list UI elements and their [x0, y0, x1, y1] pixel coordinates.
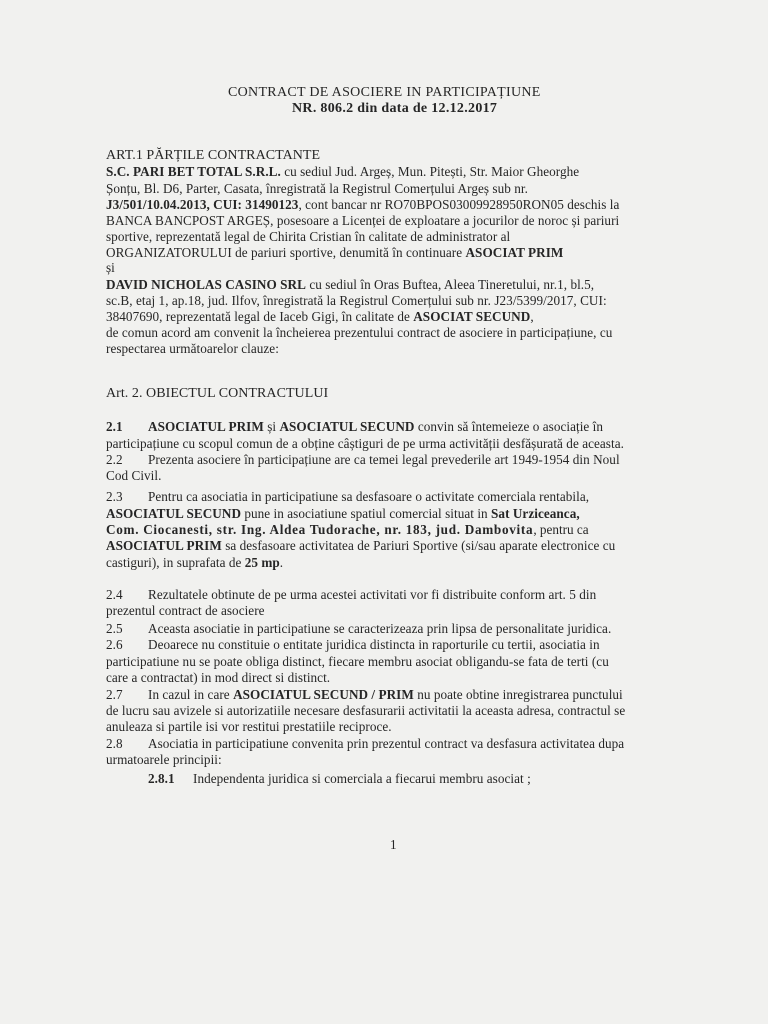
art1-heading: ART.1 PĂRȚILE CONTRACTANTE	[106, 148, 321, 163]
clause-2-1-line-2: participațiune cu scopul comun de a obține câștiguri de pe urma activității desfășurată de aceasta.	[106, 436, 624, 451]
party1-line-2: Șonțu, Bl. D6, Parter, Casata, înregistrată la Registrul Comerțului Argeș sub nr.	[106, 181, 528, 196]
clause-2-3-line-5	[106, 555, 283, 571]
party2-representative: 38407690, reprezentată legal de Iaceb Gigi, în calitate de	[106, 309, 414, 324]
party2-line-3	[106, 309, 534, 325]
clause-2-7-line-3: anuleaza si partile isi vor restitui prestatiile reciproce.	[106, 719, 392, 734]
clause-2-6-line-2: participatiune nu se poate obliga distinct, fiecare membru asociat obligandu-se fata de terti (cu	[106, 654, 609, 669]
clause-2-2-line-2: Cod Civil.	[106, 468, 162, 483]
location-village: Sat Urziceanca,	[491, 506, 580, 521]
clause-2-8-line-2: urmatoarele principii:	[106, 752, 222, 767]
clause-2-3-line-2	[106, 506, 580, 522]
asociat-prim-ref: ASOCIATUL PRIM	[106, 538, 222, 553]
clause-2-1-line-1	[148, 419, 603, 435]
party1-line-4: BANCA BANCPOST ARGEȘ, posesoare a Licenței de exploatare a jocurilor de noroc și pariuri	[106, 213, 620, 228]
surface-area: 25 mp	[244, 555, 280, 570]
party2-line-1	[106, 277, 594, 293]
clause-2-7-text-b: nu poate obtine inregistrarea punctului	[413, 687, 623, 702]
clause-2-6-line-1: Deoarece nu constituie o entitate juridica distincta in raporturile cu tertii, asociatia in	[148, 637, 600, 652]
clause-2-1-and: și	[263, 419, 280, 434]
asociat-secund-label: ASOCIATUL SECUND	[279, 419, 415, 434]
clause-2-2-line-1: Prezenta asociere în participațiune are ca temei legal prevederile art 1949-1954 din Noul	[148, 452, 620, 467]
clause-2-3-text-b: , pentru ca	[533, 522, 589, 537]
clause-2-3-line-4	[106, 538, 615, 554]
clause-2-8-1-number: 2.8.1	[148, 771, 175, 786]
clause-2-3-line-1: Pentru ca asociatia in participatiune sa desfasoare o activitate comerciala rentabila,	[148, 489, 590, 504]
party2-company: DAVID NICHOLAS CASINO SRL	[106, 277, 306, 292]
clause-2-2-number: 2.2	[106, 452, 123, 467]
clause-2-4-number: 2.4	[106, 587, 123, 602]
asociat-prim-label: ASOCIATUL PRIM	[148, 419, 264, 434]
clause-2-4-line-1: Rezultatele obtinute de pe urma acestei activitati vor fi distribuite conform art. 5 din	[148, 587, 597, 602]
party1-alias: ASOCIAT PRIM	[465, 245, 564, 260]
agreement-line-2: respectarea următoarelor clauze:	[106, 341, 279, 356]
agreement-line-1: de comun acord am convenit la încheierea prezentului contract de asociere in participațiune, cu	[106, 325, 613, 340]
party1-address-1: cu sediul Jud. Argeș, Mun. Pitești, Str. Maior Gheorghe	[280, 164, 580, 179]
party2-alias: ASOCIAT SECUND	[413, 309, 531, 324]
clause-2-3-text-d: castiguri), in suprafata de	[106, 555, 245, 570]
party1-line-3	[106, 197, 619, 213]
clause-2-7-text-a: In cazul in care	[148, 687, 234, 702]
party1-registration: J3/501/10.04.2013, CUI: 31490123	[106, 197, 299, 212]
clause-2-8-number: 2.8	[106, 736, 123, 751]
clause-2-8-1-line-1: Independenta juridica si comerciala a fiecarui membru asociat ;	[193, 771, 531, 786]
contract-title: CONTRACT DE ASOCIERE IN PARTICIPAȚIUNE	[228, 85, 541, 100]
clause-2-3-text-a: pune in asociatiune spatiul comercial situat in	[241, 506, 492, 521]
asociat-secund-prim-ref: ASOCIATUL SECUND / PRIM	[233, 687, 414, 702]
clause-2-3-number: 2.3	[106, 489, 123, 504]
clause-2-8-line-1: Asociatia in participatiune convenita prin prezentul contract va desfasura activitatea dupa	[148, 736, 625, 751]
asociat-secund-ref: ASOCIATUL SECUND	[106, 506, 242, 521]
clause-2-3-line-3	[106, 522, 589, 538]
party2-address-1: cu sediul în Oras Buftea, Aleea Tineretului, nr.1, bl.5,	[305, 277, 595, 292]
contract-number: NR. 806.2 din data de 12.12.2017	[292, 101, 498, 116]
clause-2-3-period: .	[279, 555, 284, 570]
art2-heading: Art. 2. OBIECTUL CONTRACTULUI	[106, 386, 329, 401]
party1-role-text: ORGANIZATORULUI de pariuri sportive, denumită în continuare	[106, 245, 466, 260]
clause-2-7-line-1	[148, 687, 623, 703]
clause-2-6-line-3: care a contractat) in mod direct si distinct.	[106, 670, 331, 685]
party1-line-5: sportive, reprezentată legal de Chirita Cristian în calitate de administrator al	[106, 229, 511, 244]
clause-2-7-number: 2.7	[106, 687, 123, 702]
party1-company: S.C. PARI BET TOTAL S.R.L.	[106, 164, 281, 179]
party1-line-6	[106, 245, 563, 261]
clause-2-4-line-2: prezentul contract de asociere	[106, 603, 265, 618]
clause-2-3-text-c: sa desfasoare activitatea de Pariuri Sportive (si/sau aparate electronice cu	[221, 538, 616, 553]
clause-2-1-number: 2.1	[106, 419, 123, 434]
clause-2-6-number: 2.6	[106, 637, 123, 652]
party2-comma: ,	[530, 309, 534, 324]
conjunction-and: și	[106, 260, 115, 275]
clause-2-5-line-1: Aceasta asociatie in participatiune se caracterizeaza prin lipsa de personalitate juridica.	[148, 621, 612, 636]
clause-2-1-text: convin să întemeieze o asociație în	[414, 419, 604, 434]
clause-2-7-line-2: de lucru sau avizele si autorizatiile necesare desfasurarii activitatii la aceasta adresa, contractul se	[106, 703, 626, 718]
clause-2-5-number: 2.5	[106, 621, 123, 636]
party1-line-1	[106, 164, 579, 180]
location-address: Com. Ciocanesti, str. Ing. Aldea Tudorache, nr. 183, jud. Dambovita	[106, 522, 534, 537]
party1-bank-account: , cont bancar nr RO70BPOS03009928950RON05 deschis la	[298, 197, 620, 212]
party2-line-2: sc.B, etaj 1, ap.18, jud. Ilfov, înregistrată la Registrul Comerțului sub nr. J23/5399/2017, CUI:	[106, 293, 607, 308]
page-number: 1	[390, 837, 397, 852]
